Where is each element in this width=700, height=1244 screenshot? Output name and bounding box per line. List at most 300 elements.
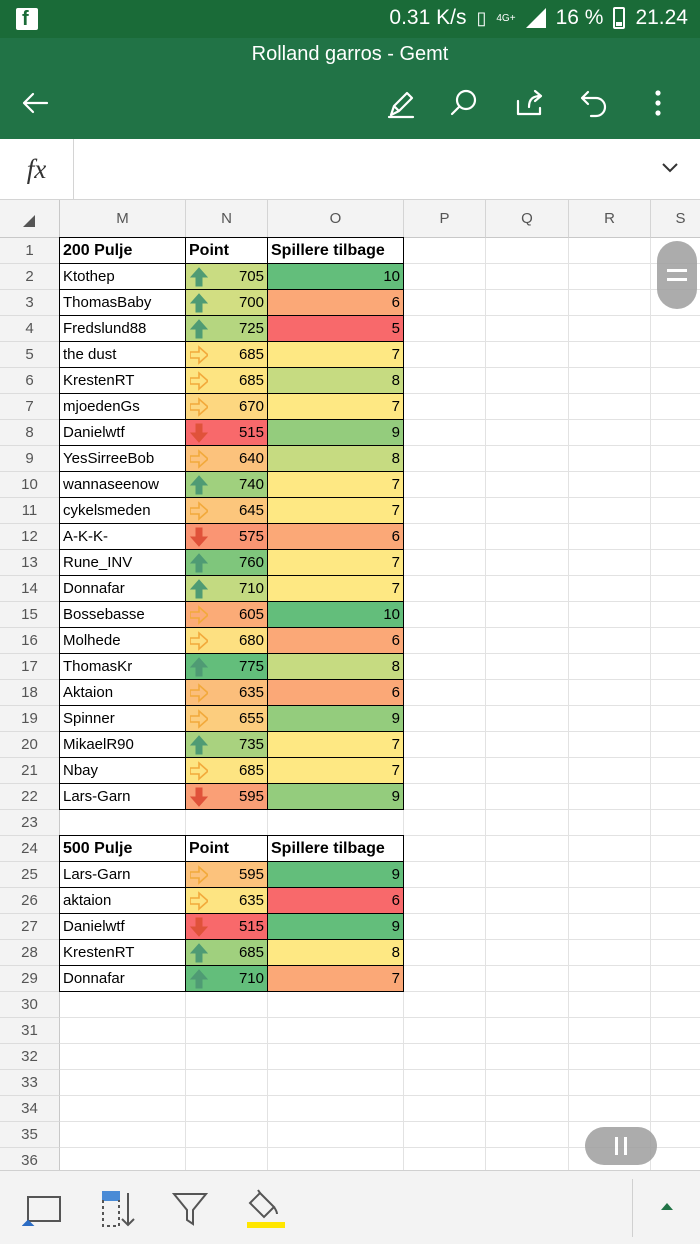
grid-cell[interactable]: [404, 836, 486, 862]
grid-cell[interactable]: [651, 1044, 700, 1070]
row-header[interactable]: 7: [0, 394, 60, 420]
players-left-cell[interactable]: 7: [267, 731, 404, 758]
grid-cell[interactable]: [569, 628, 651, 654]
point-cell[interactable]: [185, 705, 268, 732]
grid-cell[interactable]: [404, 602, 486, 628]
point-cell[interactable]: [185, 497, 268, 524]
players-left-cell[interactable]: 7: [267, 497, 404, 524]
grid-cell[interactable]: [569, 342, 651, 368]
grid-cell[interactable]: [186, 1070, 268, 1096]
player-name-cell[interactable]: KrestenRT: [59, 367, 186, 394]
column-header-r[interactable]: R: [569, 200, 651, 238]
grid-cell[interactable]: [486, 420, 569, 446]
column-header-m[interactable]: M: [60, 200, 186, 238]
player-name-cell[interactable]: Lars-Garn: [59, 861, 186, 888]
draw-button[interactable]: [380, 82, 422, 124]
row-header[interactable]: 2: [0, 264, 60, 290]
grid-cell[interactable]: [404, 810, 486, 836]
grid-cell[interactable]: [486, 602, 569, 628]
grid-cell[interactable]: [268, 1070, 404, 1096]
player-name-cell[interactable]: Spinner: [59, 705, 186, 732]
grid-cell[interactable]: [404, 524, 486, 550]
grid-cell[interactable]: [60, 1122, 186, 1148]
players-left-cell[interactable]: 9: [267, 913, 404, 940]
grid-cell[interactable]: [268, 1044, 404, 1070]
undo-button[interactable]: [573, 82, 615, 124]
grid-cell[interactable]: [404, 576, 486, 602]
players-left-cell[interactable]: 6: [267, 679, 404, 706]
grid-cell[interactable]: [651, 1096, 700, 1122]
grid-cell[interactable]: [404, 342, 486, 368]
column-header-n[interactable]: N: [186, 200, 268, 238]
point-cell[interactable]: [185, 445, 268, 472]
row-header[interactable]: 4: [0, 316, 60, 342]
grid-cell[interactable]: [486, 446, 569, 472]
row-header[interactable]: 10: [0, 472, 60, 498]
grid-cell[interactable]: [486, 368, 569, 394]
grid-cell[interactable]: [651, 1070, 700, 1096]
grid-cell[interactable]: [486, 238, 569, 264]
grid-cell[interactable]: [404, 1122, 486, 1148]
point-cell[interactable]: [185, 289, 268, 316]
formula-input[interactable]: [80, 157, 640, 183]
grid-cell[interactable]: [569, 472, 651, 498]
row-header[interactable]: 33: [0, 1070, 60, 1096]
player-name-cell[interactable]: Rune_INV: [59, 549, 186, 576]
grid-cell[interactable]: [651, 784, 700, 810]
player-name-cell[interactable]: Aktaion: [59, 679, 186, 706]
grid-cell[interactable]: [404, 680, 486, 706]
players-left-cell[interactable]: 9: [267, 861, 404, 888]
row-header[interactable]: 11: [0, 498, 60, 524]
grid-cell[interactable]: [486, 472, 569, 498]
grid-cell[interactable]: [486, 524, 569, 550]
point-cell[interactable]: [185, 549, 268, 576]
grid-cell[interactable]: [486, 1122, 569, 1148]
grid-cell[interactable]: [404, 316, 486, 342]
grid-cell[interactable]: [486, 576, 569, 602]
share-button[interactable]: [508, 82, 550, 124]
player-name-cell[interactable]: Danielwtf: [59, 419, 186, 446]
grid-cell[interactable]: [60, 1044, 186, 1070]
grid-cell[interactable]: [651, 992, 700, 1018]
player-name-cell[interactable]: A-K-K-: [59, 523, 186, 550]
grid-cell[interactable]: [486, 1148, 569, 1170]
grid-cell[interactable]: [651, 680, 700, 706]
players-left-cell[interactable]: 7: [267, 471, 404, 498]
row-header[interactable]: 16: [0, 628, 60, 654]
player-name-cell[interactable]: Nbay: [59, 757, 186, 784]
grid-cell[interactable]: [404, 368, 486, 394]
grid-cell[interactable]: [651, 758, 700, 784]
grid-cell[interactable]: [186, 1018, 268, 1044]
grid-cell[interactable]: [569, 810, 651, 836]
player-name-cell[interactable]: ThomasBaby: [59, 289, 186, 316]
point-cell[interactable]: [185, 419, 268, 446]
grid-cell[interactable]: [486, 394, 569, 420]
players-left-cell[interactable]: 6: [267, 627, 404, 654]
grid-cell[interactable]: [651, 862, 700, 888]
grid-cell[interactable]: [486, 680, 569, 706]
grid-cell[interactable]: [569, 1044, 651, 1070]
grid-cell[interactable]: [60, 1018, 186, 1044]
grid-cell[interactable]: [569, 290, 651, 316]
grid-cell[interactable]: [569, 316, 651, 342]
grid-cell[interactable]: [268, 1122, 404, 1148]
grid-cell[interactable]: [486, 550, 569, 576]
point-cell[interactable]: [185, 965, 268, 992]
row-header[interactable]: 18: [0, 680, 60, 706]
grid-cell[interactable]: [486, 992, 569, 1018]
grid-cell[interactable]: [486, 1096, 569, 1122]
grid-cell[interactable]: [651, 810, 700, 836]
grid-cell[interactable]: [186, 992, 268, 1018]
grid-cell[interactable]: [569, 862, 651, 888]
player-name-cell[interactable]: Ktothep: [59, 263, 186, 290]
grid-cell[interactable]: [569, 784, 651, 810]
row-header[interactable]: 32: [0, 1044, 60, 1070]
row-header[interactable]: 14: [0, 576, 60, 602]
grid-cell[interactable]: [569, 238, 651, 264]
grid-cell[interactable]: [651, 628, 700, 654]
grid-cell[interactable]: [486, 732, 569, 758]
point-cell[interactable]: [185, 627, 268, 654]
back-button[interactable]: [14, 82, 56, 124]
row-header[interactable]: 13: [0, 550, 60, 576]
point-cell[interactable]: [185, 913, 268, 940]
grid-cell[interactable]: [268, 1096, 404, 1122]
row-header[interactable]: 27: [0, 914, 60, 940]
grid-cell[interactable]: [486, 628, 569, 654]
fill-color-button[interactable]: [242, 1187, 286, 1231]
sort-button[interactable]: [96, 1187, 140, 1231]
grid-cell[interactable]: [486, 498, 569, 524]
player-name-cell[interactable]: KrestenRT: [59, 939, 186, 966]
grid-cell[interactable]: [404, 1018, 486, 1044]
function-button[interactable]: fx: [0, 139, 74, 199]
players-left-cell[interactable]: 7: [267, 575, 404, 602]
players-left-cell[interactable]: 5: [267, 315, 404, 342]
grid-cell[interactable]: [651, 1018, 700, 1044]
grid-cell[interactable]: [569, 1096, 651, 1122]
players-left-cell[interactable]: 7: [267, 549, 404, 576]
grid-cell[interactable]: [651, 550, 700, 576]
grid-cell[interactable]: [486, 1044, 569, 1070]
row-header[interactable]: 24: [0, 836, 60, 862]
point-cell[interactable]: [185, 731, 268, 758]
grid-cell[interactable]: [486, 342, 569, 368]
column-header-o[interactable]: O: [268, 200, 404, 238]
grid-cell[interactable]: [186, 810, 268, 836]
grid-cell[interactable]: [569, 992, 651, 1018]
row-header[interactable]: 1: [0, 238, 60, 264]
spreadsheet-grid[interactable]: [0, 200, 700, 1170]
grid-cell[interactable]: [486, 758, 569, 784]
horizontal-scroll-handle[interactable]: [585, 1127, 657, 1165]
grid-cell[interactable]: [651, 914, 700, 940]
players-left-cell[interactable]: 6: [267, 523, 404, 550]
point-cell[interactable]: [185, 679, 268, 706]
grid-cell[interactable]: [404, 628, 486, 654]
grid-cell[interactable]: [651, 1148, 700, 1170]
grid-cell[interactable]: [569, 602, 651, 628]
players-left-cell[interactable]: 9: [267, 419, 404, 446]
row-header[interactable]: 26: [0, 888, 60, 914]
grid-cell[interactable]: [404, 732, 486, 758]
point-cell[interactable]: [185, 757, 268, 784]
expand-formula-button[interactable]: [660, 157, 680, 182]
row-header[interactable]: 6: [0, 368, 60, 394]
grid-cell[interactable]: [486, 316, 569, 342]
row-header[interactable]: 25: [0, 862, 60, 888]
grid-cell[interactable]: [651, 836, 700, 862]
row-header[interactable]: 30: [0, 992, 60, 1018]
players-left-cell[interactable]: 7: [267, 341, 404, 368]
grid-cell[interactable]: [486, 862, 569, 888]
grid-cell[interactable]: [651, 732, 700, 758]
grid-cell[interactable]: [186, 1044, 268, 1070]
grid-cell[interactable]: [404, 888, 486, 914]
player-name-cell[interactable]: wannaseenow: [59, 471, 186, 498]
point-cell[interactable]: [185, 861, 268, 888]
grid-cell[interactable]: [569, 654, 651, 680]
table-header-cell[interactable]: Spillere tilbage: [267, 835, 404, 862]
grid-cell[interactable]: [60, 992, 186, 1018]
freeze-panes-button[interactable]: [20, 1187, 64, 1231]
grid-cell[interactable]: [404, 472, 486, 498]
table-header-cell[interactable]: Point: [185, 835, 268, 862]
players-left-cell[interactable]: 8: [267, 367, 404, 394]
column-header-p[interactable]: P: [404, 200, 486, 238]
table-header-cell[interactable]: 200 Pulje: [59, 237, 186, 264]
grid-cell[interactable]: [651, 940, 700, 966]
grid-cell[interactable]: [651, 498, 700, 524]
row-header[interactable]: 31: [0, 1018, 60, 1044]
grid-cell[interactable]: [404, 420, 486, 446]
grid-cell[interactable]: [569, 914, 651, 940]
players-left-cell[interactable]: 10: [267, 601, 404, 628]
row-header[interactable]: 5: [0, 342, 60, 368]
point-cell[interactable]: [185, 393, 268, 420]
grid-cell[interactable]: [186, 1148, 268, 1170]
grid-cell[interactable]: [569, 940, 651, 966]
point-cell[interactable]: [185, 523, 268, 550]
grid-cell[interactable]: [651, 316, 700, 342]
grid-cell[interactable]: [569, 758, 651, 784]
row-header[interactable]: 34: [0, 1096, 60, 1122]
point-cell[interactable]: [185, 601, 268, 628]
row-header[interactable]: 20: [0, 732, 60, 758]
player-name-cell[interactable]: the dust: [59, 341, 186, 368]
grid-cell[interactable]: [651, 654, 700, 680]
point-cell[interactable]: [185, 939, 268, 966]
grid-cell[interactable]: [569, 680, 651, 706]
players-left-cell[interactable]: 7: [267, 965, 404, 992]
grid-cell[interactable]: [404, 1096, 486, 1122]
row-header[interactable]: 35: [0, 1122, 60, 1148]
grid-cell[interactable]: [404, 1148, 486, 1170]
players-left-cell[interactable]: 7: [267, 757, 404, 784]
grid-cell[interactable]: [651, 966, 700, 992]
grid-cell[interactable]: [268, 810, 404, 836]
filter-button[interactable]: [168, 1187, 212, 1231]
grid-cell[interactable]: [404, 940, 486, 966]
table-header-cell[interactable]: Point: [185, 237, 268, 264]
player-name-cell[interactable]: mjoedenGs: [59, 393, 186, 420]
grid-cell[interactable]: [486, 810, 569, 836]
grid-cell[interactable]: [60, 1070, 186, 1096]
row-header[interactable]: 8: [0, 420, 60, 446]
grid-cell[interactable]: [651, 888, 700, 914]
grid-cell[interactable]: [569, 368, 651, 394]
select-all-corner[interactable]: [0, 200, 60, 238]
grid-cell[interactable]: [486, 940, 569, 966]
grid-cell[interactable]: [486, 654, 569, 680]
grid-cell[interactable]: [268, 1148, 404, 1170]
grid-cell[interactable]: [268, 992, 404, 1018]
row-header[interactable]: 21: [0, 758, 60, 784]
vertical-scroll-handle[interactable]: [657, 241, 697, 309]
point-cell[interactable]: [185, 341, 268, 368]
grid-cell[interactable]: [486, 914, 569, 940]
player-name-cell[interactable]: MikaelR90: [59, 731, 186, 758]
grid-cell[interactable]: [651, 602, 700, 628]
point-cell[interactable]: [185, 783, 268, 810]
grid-cell[interactable]: [404, 784, 486, 810]
player-name-cell[interactable]: Bossebasse: [59, 601, 186, 628]
row-header[interactable]: 36: [0, 1148, 60, 1170]
grid-cell[interactable]: [569, 420, 651, 446]
grid-cell[interactable]: [569, 394, 651, 420]
grid-cell[interactable]: [60, 810, 186, 836]
player-name-cell[interactable]: Fredslund88: [59, 315, 186, 342]
row-header[interactable]: 23: [0, 810, 60, 836]
row-header[interactable]: 28: [0, 940, 60, 966]
grid-cell[interactable]: [404, 758, 486, 784]
grid-cell[interactable]: [569, 836, 651, 862]
point-cell[interactable]: [185, 367, 268, 394]
grid-cell[interactable]: [651, 342, 700, 368]
grid-cell[interactable]: [651, 420, 700, 446]
grid-cell[interactable]: [486, 888, 569, 914]
search-button[interactable]: [443, 82, 485, 124]
player-name-cell[interactable]: YesSirreeBob: [59, 445, 186, 472]
grid-cell[interactable]: [569, 966, 651, 992]
grid-cell[interactable]: [569, 446, 651, 472]
player-name-cell[interactable]: Danielwtf: [59, 913, 186, 940]
grid-cell[interactable]: [486, 290, 569, 316]
grid-cell[interactable]: [569, 524, 651, 550]
player-name-cell[interactable]: aktaion: [59, 887, 186, 914]
grid-cell[interactable]: [404, 550, 486, 576]
players-left-cell[interactable]: 9: [267, 783, 404, 810]
row-header[interactable]: 3: [0, 290, 60, 316]
point-cell[interactable]: [185, 315, 268, 342]
grid-cell[interactable]: [404, 1044, 486, 1070]
grid-cell[interactable]: [651, 1122, 700, 1148]
grid-cell[interactable]: [651, 368, 700, 394]
grid-cell[interactable]: [404, 992, 486, 1018]
grid-cell[interactable]: [651, 394, 700, 420]
row-header[interactable]: 12: [0, 524, 60, 550]
player-name-cell[interactable]: cykelsmeden: [59, 497, 186, 524]
point-cell[interactable]: [185, 263, 268, 290]
player-name-cell[interactable]: Molhede: [59, 627, 186, 654]
grid-cell[interactable]: [404, 290, 486, 316]
grid-cell[interactable]: [569, 1070, 651, 1096]
players-left-cell[interactable]: 8: [267, 445, 404, 472]
more-options-button[interactable]: [637, 82, 679, 124]
player-name-cell[interactable]: Donnafar: [59, 575, 186, 602]
grid-cell[interactable]: [569, 1018, 651, 1044]
grid-cell[interactable]: [569, 576, 651, 602]
players-left-cell[interactable]: 7: [267, 393, 404, 420]
grid-cell[interactable]: [569, 888, 651, 914]
column-header-s[interactable]: S: [651, 200, 700, 238]
grid-cell[interactable]: [60, 1148, 186, 1170]
grid-cell[interactable]: [486, 1018, 569, 1044]
grid-cell[interactable]: [486, 966, 569, 992]
grid-cell[interactable]: [404, 394, 486, 420]
table-header-cell[interactable]: Spillere tilbage: [267, 237, 404, 264]
grid-cell[interactable]: [404, 914, 486, 940]
player-name-cell[interactable]: ThomasKr: [59, 653, 186, 680]
grid-cell[interactable]: [486, 784, 569, 810]
point-cell[interactable]: [185, 575, 268, 602]
grid-cell[interactable]: [404, 238, 486, 264]
grid-cell[interactable]: [651, 706, 700, 732]
grid-cell[interactable]: [404, 706, 486, 732]
players-left-cell[interactable]: 10: [267, 263, 404, 290]
table-header-cell[interactable]: 500 Pulje: [59, 835, 186, 862]
expand-toolbar-button[interactable]: [661, 1203, 673, 1210]
grid-cell[interactable]: [651, 446, 700, 472]
row-header[interactable]: 15: [0, 602, 60, 628]
players-left-cell[interactable]: 6: [267, 887, 404, 914]
row-header[interactable]: 19: [0, 706, 60, 732]
player-name-cell[interactable]: Lars-Garn: [59, 783, 186, 810]
grid-cell[interactable]: [569, 732, 651, 758]
grid-cell[interactable]: [486, 836, 569, 862]
players-left-cell[interactable]: 8: [267, 939, 404, 966]
point-cell[interactable]: [185, 471, 268, 498]
grid-cell[interactable]: [60, 1096, 186, 1122]
grid-cell[interactable]: [486, 706, 569, 732]
grid-cell[interactable]: [404, 966, 486, 992]
grid-cell[interactable]: [186, 1122, 268, 1148]
row-header[interactable]: 29: [0, 966, 60, 992]
row-header[interactable]: 22: [0, 784, 60, 810]
players-left-cell[interactable]: 9: [267, 705, 404, 732]
grid-cell[interactable]: [404, 446, 486, 472]
point-cell[interactable]: [185, 887, 268, 914]
grid-cell[interactable]: [404, 264, 486, 290]
grid-cell[interactable]: [186, 1096, 268, 1122]
player-name-cell[interactable]: Donnafar: [59, 965, 186, 992]
grid-cell[interactable]: [569, 550, 651, 576]
grid-cell[interactable]: [569, 706, 651, 732]
players-left-cell[interactable]: 6: [267, 289, 404, 316]
grid-cell[interactable]: [404, 1070, 486, 1096]
grid-cell[interactable]: [268, 1018, 404, 1044]
grid-cell[interactable]: [486, 264, 569, 290]
grid-cell[interactable]: [569, 498, 651, 524]
players-left-cell[interactable]: 8: [267, 653, 404, 680]
point-cell[interactable]: [185, 653, 268, 680]
column-header-q[interactable]: Q: [486, 200, 569, 238]
grid-cell[interactable]: [651, 576, 700, 602]
grid-cell[interactable]: [651, 472, 700, 498]
